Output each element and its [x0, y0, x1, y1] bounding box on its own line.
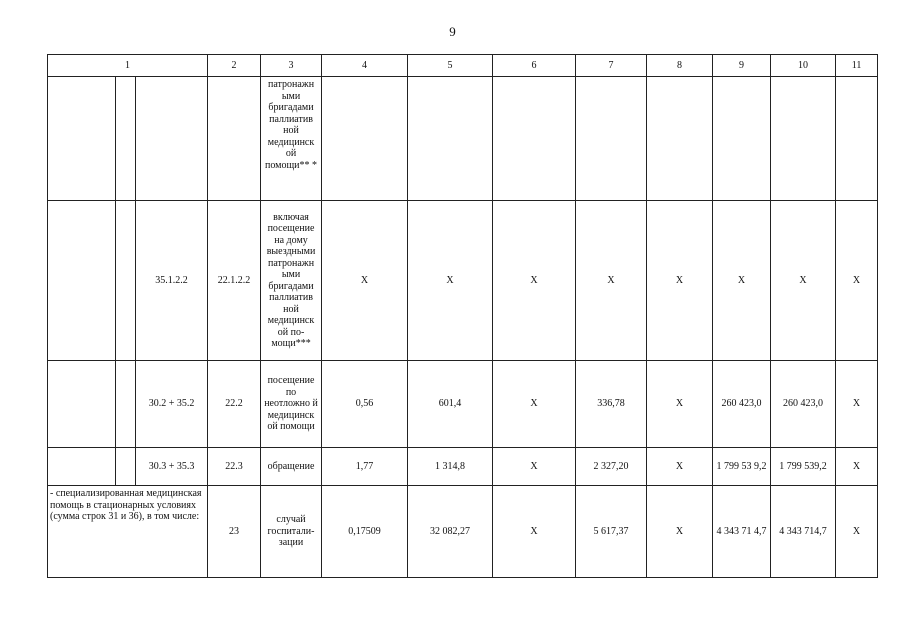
cell-col11: X — [836, 361, 878, 448]
cell-col1b — [116, 361, 136, 448]
cell-col8: X — [647, 361, 713, 448]
cell-col11: X — [836, 201, 878, 361]
cell-col10: X — [771, 201, 836, 361]
table-row — [48, 486, 878, 578]
header-cell-11: 11 — [836, 55, 878, 77]
cell-col3: случай госпитали-зации — [261, 486, 322, 578]
cell-col1a — [48, 361, 116, 448]
cell-col5: 1 314,8 — [408, 448, 493, 486]
header-cell-4: 4 — [322, 55, 408, 77]
cell-col1b — [116, 448, 136, 486]
cell-col1b — [116, 201, 136, 361]
cell-col5: 32 082,27 — [408, 486, 493, 578]
header-cell-8: 8 — [647, 55, 713, 77]
header-cell-10: 10 — [771, 55, 836, 77]
cell-col10 — [771, 77, 836, 201]
cell-col1-description: - специализированная медицинская помощь в стационарных условиях (сумма строк 31 и 36), в том числе: — [48, 486, 208, 578]
cell-col1c: 30.3 + 35.3 — [136, 448, 208, 486]
header-cell-6: 6 — [493, 55, 576, 77]
cell-col9: 4 343 71 4,7 — [713, 486, 771, 578]
cell-col1c: 30.2 + 35.2 — [136, 361, 208, 448]
cell-col4: 0,56 — [322, 361, 408, 448]
table-row — [48, 448, 878, 486]
cell-col8: X — [647, 448, 713, 486]
cell-col8: X — [647, 486, 713, 578]
cell-col6 — [493, 77, 576, 201]
cell-col7: 336,78 — [576, 361, 647, 448]
cell-col1a — [48, 201, 116, 361]
cell-col1b — [116, 77, 136, 201]
cell-col6: X — [493, 486, 576, 578]
cell-col6: X — [493, 361, 576, 448]
cell-col9 — [713, 77, 771, 201]
cell-col4 — [322, 77, 408, 201]
cell-col11: X — [836, 486, 878, 578]
cell-col11: X — [836, 448, 878, 486]
cell-col3: включая посещение на дому выездными патронажн ыми бригадами паллиатив ной медицинск ой по-мощи*** — [261, 201, 322, 361]
header-cell-3: 3 — [261, 55, 322, 77]
cell-col11 — [836, 77, 878, 201]
cell-col1c — [136, 77, 208, 201]
cell-col4: 1,77 — [322, 448, 408, 486]
cell-col7 — [576, 77, 647, 201]
cell-col10: 1 799 539,2 — [771, 448, 836, 486]
header-row — [48, 55, 878, 77]
cell-col7: 2 327,20 — [576, 448, 647, 486]
header-cell-9: 9 — [713, 55, 771, 77]
cell-col2: 22.3 — [208, 448, 261, 486]
cell-col5: 601,4 — [408, 361, 493, 448]
header-cell-5: 5 — [408, 55, 493, 77]
table-row — [48, 77, 878, 201]
header-cell-1: 1 — [48, 55, 208, 77]
header-cell-7: 7 — [576, 55, 647, 77]
cell-col8 — [647, 77, 713, 201]
cell-col6: X — [493, 448, 576, 486]
cell-col10: 4 343 714,7 — [771, 486, 836, 578]
cell-col9: X — [713, 201, 771, 361]
cell-col5 — [408, 77, 493, 201]
cell-col3: обращение — [261, 448, 322, 486]
cell-col2: 22.2 — [208, 361, 261, 448]
cell-col3: посещение по неотложно й медицинск ой помощи — [261, 361, 322, 448]
cell-col9: 260 423,0 — [713, 361, 771, 448]
cell-col7: 5 617,37 — [576, 486, 647, 578]
table-row — [48, 361, 878, 448]
cell-col1a — [48, 77, 116, 201]
header-cell-2: 2 — [208, 55, 261, 77]
cell-col3: патронажн ыми бригадами паллиатив ной медицинск ой помощи** * — [261, 77, 322, 201]
cell-col2: 22.1.2.2 — [208, 201, 261, 361]
page-number: 9 — [449, 24, 456, 39]
cell-col4: X — [322, 201, 408, 361]
cell-col2 — [208, 77, 261, 201]
cell-col4: 0,17509 — [322, 486, 408, 578]
cell-col1a — [48, 448, 116, 486]
data-table — [47, 54, 878, 578]
cell-col5: X — [408, 201, 493, 361]
cell-col8: X — [647, 201, 713, 361]
table-row — [48, 201, 878, 361]
cell-col9: 1 799 53 9,2 — [713, 448, 771, 486]
cell-col10: 260 423,0 — [771, 361, 836, 448]
cell-col6: X — [493, 201, 576, 361]
cell-col7: X — [576, 201, 647, 361]
cell-col2: 23 — [208, 486, 261, 578]
cell-col1c: 35.1.2.2 — [136, 201, 208, 361]
